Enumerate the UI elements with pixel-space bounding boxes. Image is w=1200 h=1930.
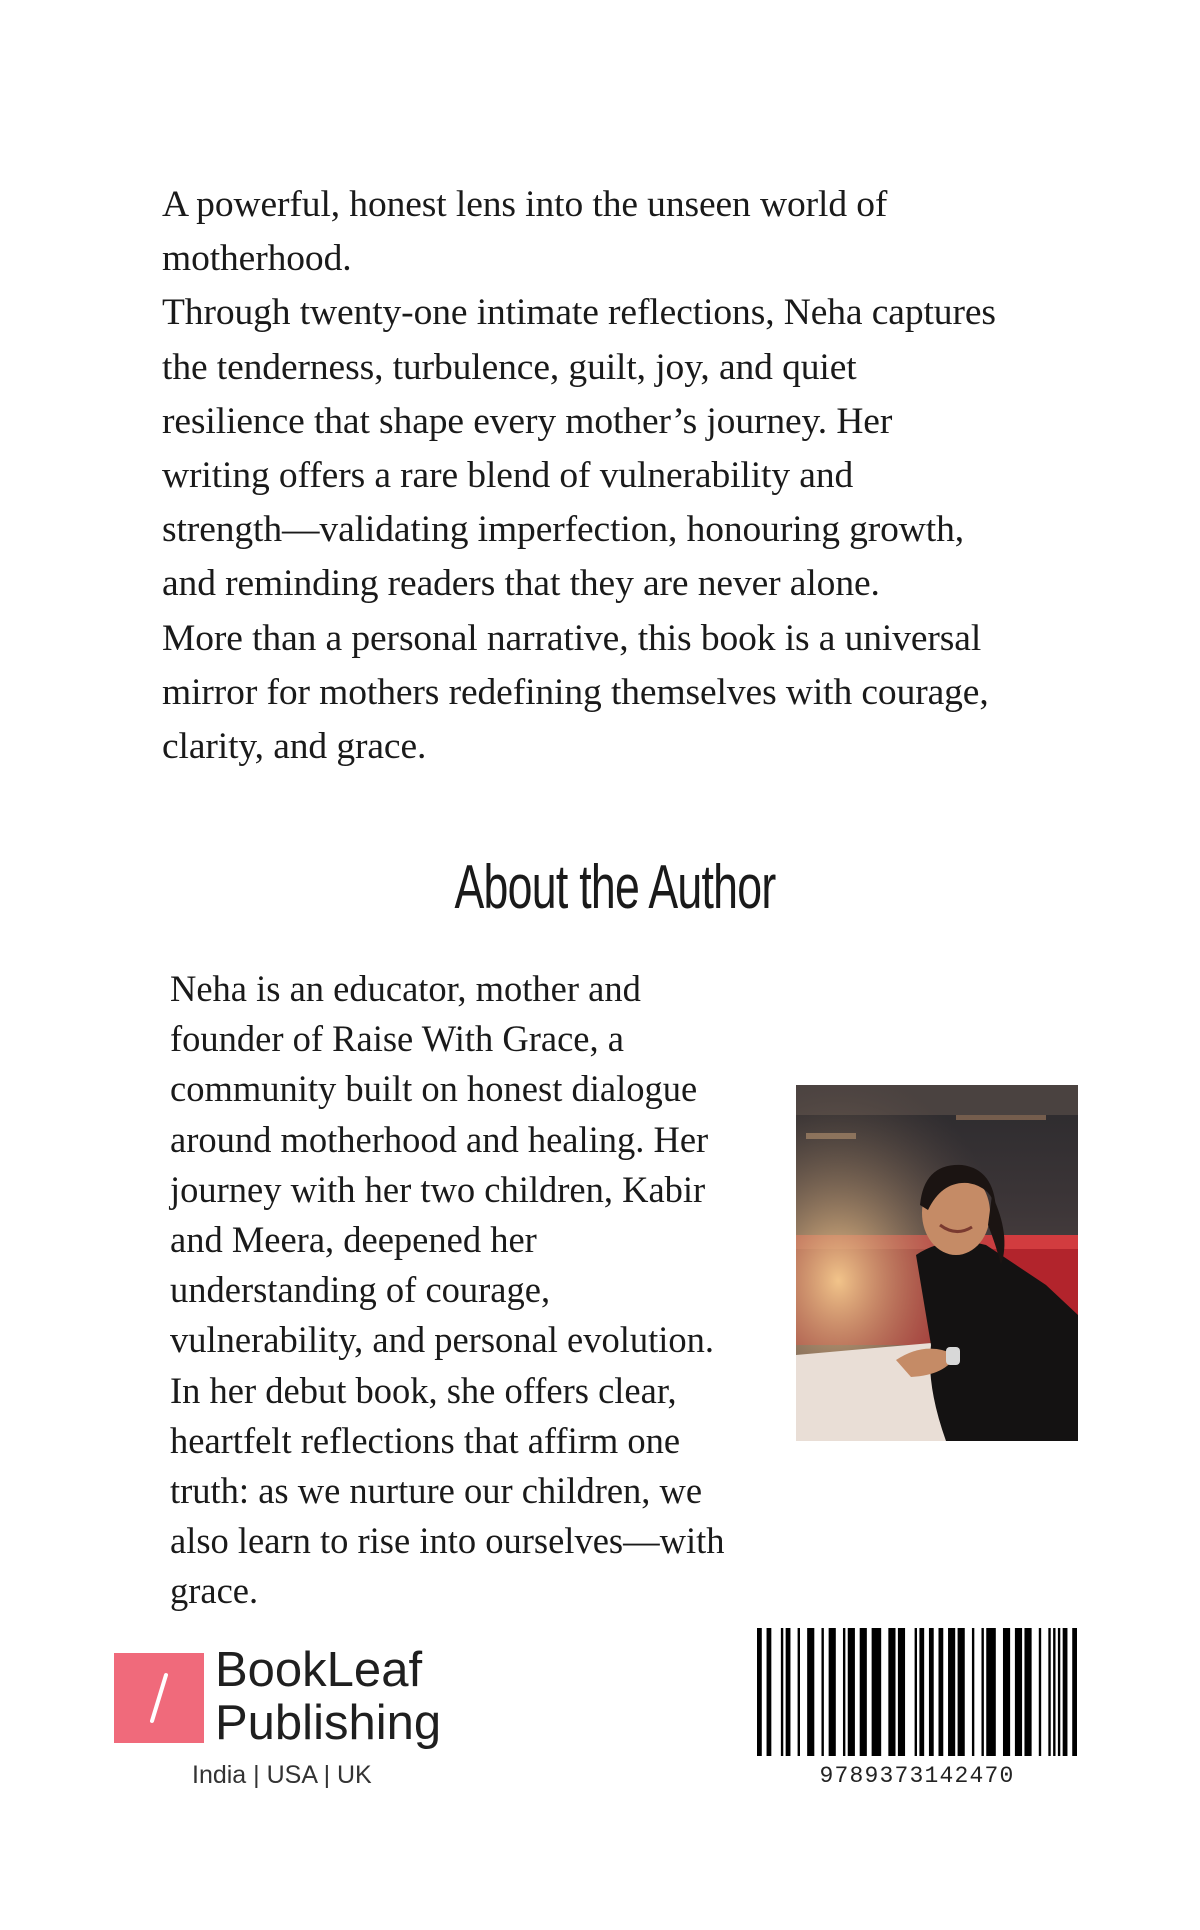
barcode-bar bbox=[898, 1628, 905, 1756]
blurb-line: A powerful, honest lens into the unseen world of bbox=[162, 184, 888, 225]
isbn-number: 9789373142470 bbox=[819, 1763, 1015, 1789]
barcode-bar bbox=[938, 1628, 943, 1756]
blurb-line: strength—validating imperfection, honouring growth, bbox=[162, 509, 965, 551]
publisher-regions: India | USA | UK bbox=[192, 1761, 372, 1789]
bio-line: Neha is an educator, mother and bbox=[170, 968, 641, 1009]
publisher-name-line1: BookLeaf bbox=[215, 1643, 423, 1697]
barcode-bar bbox=[919, 1628, 924, 1756]
barcode-bar bbox=[1015, 1628, 1022, 1756]
bio-line: In her debut book, she offers clear, bbox=[170, 1369, 677, 1411]
barcode-bar bbox=[948, 1628, 955, 1756]
bio-line: around motherhood and healing. Her bbox=[170, 1118, 709, 1160]
about-author-heading: About the Author bbox=[454, 853, 776, 922]
barcode-bar bbox=[821, 1628, 823, 1756]
barcode-bar bbox=[958, 1628, 965, 1756]
barcode-bar bbox=[1063, 1628, 1068, 1756]
author-bio bbox=[170, 964, 810, 1617]
barcode-bar bbox=[781, 1628, 783, 1756]
bio-line: truth: as we nurture our children, we bbox=[170, 1470, 703, 1512]
publisher-name bbox=[215, 1644, 441, 1750]
bio-line: and Meera, deepened her bbox=[170, 1219, 537, 1261]
barcode-bar bbox=[860, 1628, 867, 1756]
barcode-bar bbox=[1003, 1628, 1010, 1756]
blurb-line: and reminding readers that they are never alone. bbox=[162, 563, 880, 605]
barcode-bar bbox=[929, 1628, 934, 1756]
barcode-bar bbox=[1039, 1628, 1041, 1756]
barcode bbox=[757, 1628, 1077, 1756]
barcode-bar bbox=[1058, 1628, 1060, 1756]
barcode-bar bbox=[1072, 1628, 1077, 1756]
barcode-bar bbox=[848, 1628, 855, 1756]
bio-line: vulnerability, and personal evolution. bbox=[170, 1319, 714, 1361]
barcode-bar bbox=[767, 1628, 772, 1756]
blurb-line: writing offers a rare blend of vulnerability and bbox=[162, 455, 854, 497]
barcode-bar bbox=[872, 1628, 882, 1756]
blurb-line: Through twenty-one intimate reflections, Neha captures bbox=[162, 292, 996, 334]
barcode-bar bbox=[807, 1628, 814, 1756]
barcode-bar bbox=[981, 1628, 983, 1756]
barcode-bar bbox=[786, 1628, 791, 1756]
blurb-line: resilience that shape every mother’s journey. Her bbox=[162, 400, 893, 442]
barcode-bar bbox=[972, 1628, 974, 1756]
bio-line: understanding of courage, bbox=[170, 1269, 551, 1311]
publisher-name-line2: Publishing bbox=[215, 1696, 442, 1750]
blurb-line: More than a personal narrative, this book is a universal bbox=[162, 617, 982, 659]
bio-line: journey with her two children, Kabir bbox=[170, 1168, 706, 1210]
back-cover-blurb bbox=[162, 178, 1062, 774]
barcode-bar bbox=[986, 1628, 996, 1756]
blurb-line: clarity, and grace. bbox=[162, 726, 427, 768]
bio-line: heartfelt reflections that affirm one bbox=[170, 1419, 681, 1461]
barcode-bar bbox=[915, 1628, 917, 1756]
bookleaf-logo-icon bbox=[114, 1653, 204, 1743]
barcode-bar bbox=[829, 1628, 836, 1756]
barcode-bar bbox=[1024, 1628, 1031, 1756]
barcode-bar bbox=[757, 1628, 762, 1756]
author-photo bbox=[796, 1085, 1078, 1441]
blurb-line: mirror for mothers redefining themselves with courage, bbox=[162, 671, 989, 713]
bio-line: grace. bbox=[170, 1570, 259, 1612]
bio-line: founder of Raise With Grace, a bbox=[170, 1018, 624, 1060]
blurb-line: motherhood. bbox=[162, 238, 352, 280]
barcode-bar bbox=[1053, 1628, 1055, 1756]
blurb-line: the tenderness, turbulence, guilt, joy, and quiet bbox=[162, 346, 857, 388]
barcode-bar bbox=[1048, 1628, 1050, 1756]
barcode-bar bbox=[843, 1628, 845, 1756]
bio-line: also learn to rise into ourselves—with bbox=[170, 1520, 725, 1562]
barcode-bar bbox=[888, 1628, 895, 1756]
bio-line: community built on honest dialogue bbox=[170, 1068, 698, 1110]
barcode-bar bbox=[798, 1628, 800, 1756]
